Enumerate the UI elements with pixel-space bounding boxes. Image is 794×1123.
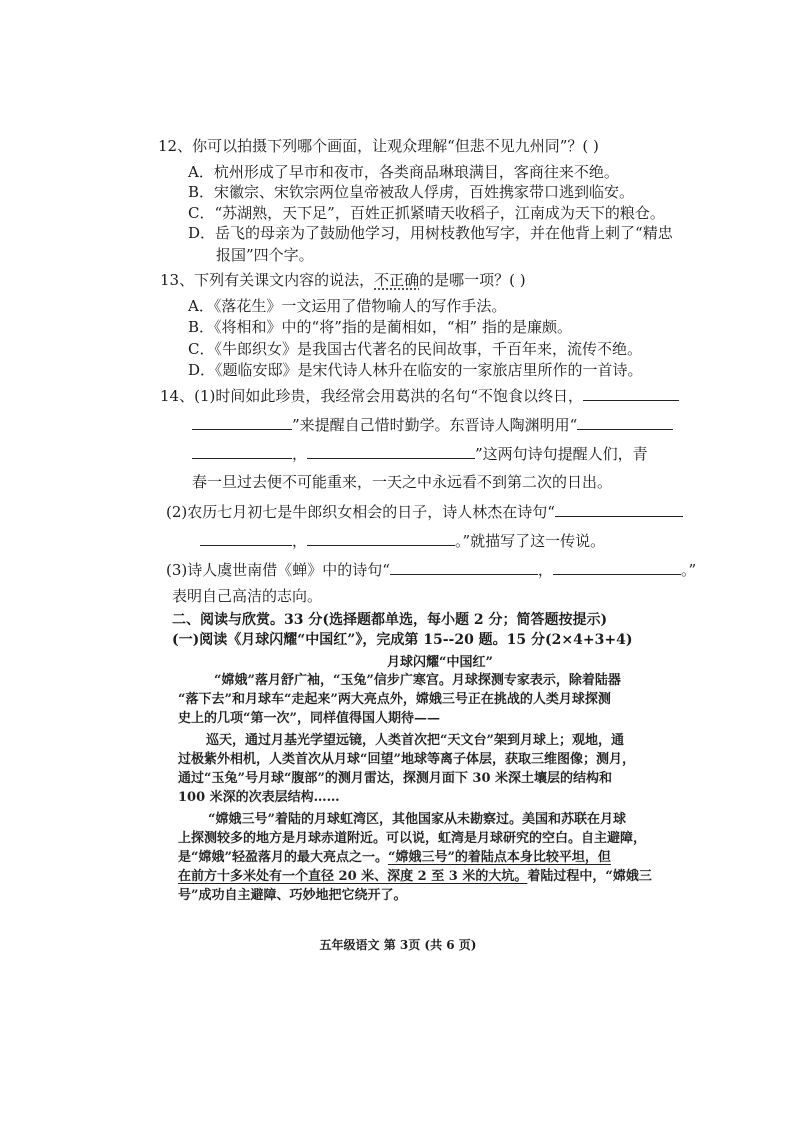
answer-blank[interactable] xyxy=(555,502,683,517)
passage-underlined-sentence: “嫦娥三号”的着陆点本身比较平坦，但 xyxy=(387,850,611,865)
passage-p3-text-post: 着陆过程中，“嫦娥三 xyxy=(527,869,652,884)
q13-stem-post: 的是哪一项？( ) xyxy=(419,271,526,289)
q14-part1-sep: ， xyxy=(292,445,308,463)
passage-title: 月球闪耀“中国红” xyxy=(387,655,493,670)
q14-part3-line1 xyxy=(166,560,696,580)
answer-blank[interactable] xyxy=(200,531,292,546)
passage-underlined-sentence-cont: 在前方十多米处有一个直径 20 米、深度 2 至 3 米的大坑。 xyxy=(178,869,528,884)
q14-part1-line2 xyxy=(192,415,673,435)
passage-p2-line3: 通过“玉兔”号月球“腹部”的测月雷达，探测月面下 30 米深土壤层的结构和 xyxy=(178,771,613,786)
passage-p3-line5: 号”成功自主避障、巧妙地把它绕开了。 xyxy=(178,888,407,903)
answer-blank[interactable] xyxy=(577,415,673,430)
q14-part1-text3: ”这两句诗句提醒人们，青 xyxy=(475,445,648,463)
q12-option-a: A．杭州形成了早市和夜市，各类商品琳琅满目，客商往来不绝。 xyxy=(188,163,619,181)
passage-p3-line1: “嫦娥三号”着陆的月球虹湾区，其他国家从未勘察过。美国和苏联在月球 xyxy=(208,812,626,827)
q14-part3-sep: ， xyxy=(537,561,553,579)
q12-stem: 12、你可以拍摄下列哪个画面，让观众理解“但悲不见九州同”？( ) xyxy=(158,137,599,155)
q14-part3-text1: (3)诗人虞世南借《蝉》中的诗句“ xyxy=(166,561,390,579)
q14-part2-text2: 。”就描写了这一传说。 xyxy=(455,532,606,550)
q14-part1-text2: ”来提醒自己惜时勤学。东晋诗人陶渊明用“ xyxy=(292,416,578,434)
section2-subheading: (一)阅读《月球闪耀“中国红”》，完成第 15--20 题。15 分(2×4+3+4) xyxy=(172,632,633,648)
q14-part1-line4: 春一旦过去便不可能重来，一天之中永远看不到第二次的日出。 xyxy=(192,473,613,491)
q14-part2-text1: (2)农历七月初七是牛郎织女相会的日子，诗人林杰在诗句“ xyxy=(166,503,555,521)
q14-part2-sep: ， xyxy=(292,532,308,550)
passage-p2-line1: 巡天，通过月基光学望远镜，人类首次把“天文台”架到月球上；观地，通 xyxy=(206,733,624,748)
passage-p2-line4: 100 米深的次表层结构…… xyxy=(178,790,340,805)
answer-blank[interactable] xyxy=(192,415,292,430)
q12-option-d-cont: 报国”四个字。 xyxy=(216,246,314,264)
answer-blank[interactable] xyxy=(307,531,455,546)
q12-option-d: D．岳飞的母亲为了鼓励他学习，用树枝教他写字，并在他背上刺了“精忠 xyxy=(188,224,673,242)
q14-part3-text2: 。” xyxy=(680,561,697,579)
q14-part3-line2: 表明自己高洁的志向。 xyxy=(172,587,323,605)
passage-p1-line2: “落下去”和月球车“走起来”两大亮点外，嫦娥三号正在挑战的人类月球探测 xyxy=(178,692,611,707)
passage-p1-line1: “嫦娥”落月舒广袖，“玉兔”信步广寒宫。月球探测专家表示，除着陆器 xyxy=(214,673,621,688)
section2-heading: 二、阅读与欣赏。33 分(选择题都单选，每小题 2 分；简答题按提示) xyxy=(172,612,608,628)
q13-option-b: B．《将相和》中的“将”指的是蔺相如，“相” 指的是廉颇。 xyxy=(188,318,572,336)
q13-stem-pre: 13、下列有关课文内容的说法， xyxy=(160,271,375,289)
q14-part2-line2 xyxy=(200,531,605,551)
q13-option-a: A．《落花生》一文运用了借物喻人的写作手法。 xyxy=(188,297,507,315)
q13-stem-emphasis: 不正确 xyxy=(374,271,420,289)
passage-p3-line3 xyxy=(178,849,611,867)
passage-p1-line3: 史上的几项“第一次”，同样值得国人期待—— xyxy=(178,711,440,726)
passage-p3-line2: 上探测较多的地方是月球赤道附近。可以说，虹湾是月球研究的空白。自主避障， xyxy=(178,831,647,846)
passage-p2-line2: 过极紫外相机，人类首次从月球“回望”地球等离子体层，获取三维图像；测月， xyxy=(178,752,635,767)
page-footer: 五年级语文 第 3页 (共 6 页) xyxy=(319,938,477,952)
q13-option-c: C．《牛郎织女》是我国古代著名的民间故事，千百年来，流传不绝。 xyxy=(188,340,642,358)
q13-option-d: D．《题临安邸》是宋代诗人林升在临安的一家旅店里所作的一首诗。 xyxy=(188,361,643,379)
q12-option-c: C．“苏湖熟，天下足”，百姓正抓紧晴天收稻子，江南成为天下的粮仓。 xyxy=(188,204,665,222)
answer-blank[interactable] xyxy=(553,560,681,575)
answer-blank[interactable] xyxy=(583,386,679,401)
q14-part2-line1 xyxy=(166,502,683,522)
answer-blank[interactable] xyxy=(307,444,475,459)
q12-option-b: B．宋徽宗、宋钦宗两位皇帝被敌人俘虏，百姓携家带口逃到临安。 xyxy=(188,183,635,201)
q14-part1-text1: 14、(1)时间如此珍贵，我经常会用葛洪的名句“不饱食以终日， xyxy=(160,387,584,405)
q14-part1-line1 xyxy=(160,386,679,406)
answer-blank[interactable] xyxy=(192,444,292,459)
q14-part1-line3 xyxy=(192,444,648,464)
answer-blank[interactable] xyxy=(390,560,538,575)
q13-stem xyxy=(160,270,526,290)
passage-p3-line4 xyxy=(178,868,652,886)
passage-p3-text: 是“嫦娥”轻盈落月的最大亮点之一。 xyxy=(178,850,388,865)
